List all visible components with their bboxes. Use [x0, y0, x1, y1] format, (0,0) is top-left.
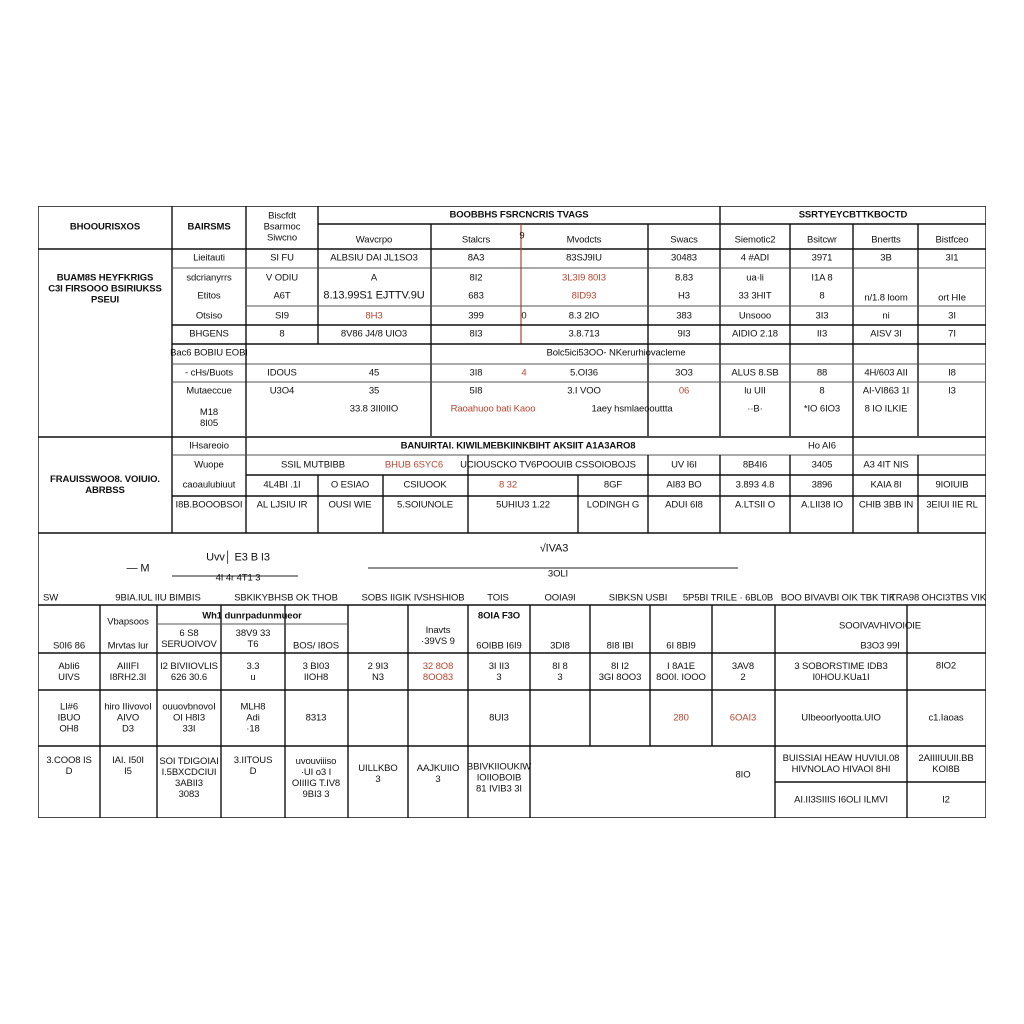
group-header-b: SSRTYEYCBTTKBOCTD [798, 209, 908, 221]
table-cell: 33.8 3II0IIO [349, 403, 399, 415]
bottom-header: 6I 8BI9 [666, 640, 696, 652]
table-cell: 8 [819, 290, 825, 302]
table-cell: A.LTSII O [734, 499, 776, 511]
rule-row-cell: SIBKSN USBI [608, 592, 668, 604]
table-cell: c1.Iaoas [928, 712, 964, 724]
table-cell: 4 [521, 367, 527, 379]
bottom-header: Vbapsoos [107, 616, 149, 628]
table-cell: AI83 BO [666, 479, 702, 491]
table-cell: 3I [948, 310, 956, 322]
span-cell: BANUIRTAI. KIWILMEBKIINKBIHT AKSIIT A1A3ARO8 [400, 440, 636, 452]
table-cell: 5UHIU3 1.22 [496, 499, 550, 511]
table-cell: I1A 8 [811, 272, 833, 284]
table-cell: UCIOUSCKO TV6POOUIB CSSOIOBOJS [460, 459, 636, 471]
table-cell: 5.SOIUNOLE [396, 499, 454, 511]
table-cell: 3I8 [469, 367, 483, 379]
table-cell: AIIIFI I8RH2.3I [109, 661, 147, 683]
table-cell: 1aey hsmlaeoouttta [591, 403, 673, 415]
table-cell: 3I1 [945, 252, 959, 264]
bottom-header: S0I6 86 [52, 640, 86, 652]
block-label: BUAM8S HEYFKRIGS C3I FIRSOOO BSIRIUKSS PSEUI [48, 272, 162, 306]
table-cell: SI9 [275, 310, 289, 322]
table-cell: AIDIO 2.18 [732, 328, 778, 340]
table-cell: 8UI3 [489, 712, 509, 724]
table-cell: 3I3 [815, 310, 829, 322]
bottom-header: 6OIBB I6I9 [476, 640, 522, 652]
table-cell: ADUI 6I8 [665, 499, 703, 511]
table-cell: O ESIAO [330, 479, 370, 491]
table-cell: 8313 [305, 712, 327, 724]
table-cell: SI FU [270, 252, 294, 264]
table-cell: I2 BIVIIOVLIS 626 30.6 [160, 661, 218, 683]
table-cell: AL LJSIU IR [256, 499, 308, 511]
table-cell: 8 IO ILKIE [864, 403, 908, 415]
table-cell: 3405 [811, 459, 833, 471]
rule-row-cell: 5P5BI TRILE · 6BL0B [682, 592, 774, 604]
subheader: Siemotic2 [734, 234, 776, 246]
span-cell: Bolc5ici53OO- NKerurhiovacleme [546, 347, 686, 359]
table-cell: 8I I2 3GI 8OO3 [598, 661, 642, 683]
table-cell: 3AV8 2 [731, 661, 755, 683]
table-cell: BHUB 6SYC6 [384, 459, 444, 471]
table-cell: II3 [816, 328, 828, 340]
bottom-header: SOOIVAVHIVOIOIE [838, 620, 922, 632]
rule-row-cell: 9BIA.IUL IIU BIMBIS [115, 592, 201, 604]
row-label: - cHs/Buots [185, 367, 233, 379]
row-label: Etitos [197, 290, 221, 302]
bottom-header: Inavts ·39VS 9 [421, 625, 455, 647]
table-cell: 8.83 [674, 272, 694, 284]
table-cell: 2AIIIIUUII.BB KOI8B [918, 753, 974, 775]
rule-row-cell: TOIS [487, 592, 509, 604]
table-cell: 7I [948, 328, 956, 340]
table-cell: 88 [816, 367, 828, 379]
table-cell: hiro IIivovoI AIVO D3 [104, 701, 152, 735]
table-cell: I3 [948, 385, 956, 397]
row-label: caoaulubiuut [182, 479, 236, 491]
table-cell: 3 SOBORSTIME IDB3 I0HOU.KUa1I [794, 661, 888, 683]
col-header-1: BAIRSMS [187, 221, 231, 233]
table-cell: BBIVKIIOUKIW IOIIOBOIB 81 IVIB3 3I [466, 761, 532, 795]
table-cell: 33 3HIT [738, 290, 772, 302]
row-label: sdcrianyrrs [186, 272, 232, 284]
subheader: Mvodcts [566, 234, 602, 246]
subheader: Bsitcwr [807, 234, 837, 246]
table-cell: 8H3 [365, 310, 383, 322]
table-cell: UIbeoorlyootta.UIO [801, 712, 881, 724]
bottom-header: 3DI8 [550, 640, 570, 652]
table-cell: 4L4BI .1I [263, 479, 301, 491]
table-cell: MLH8 Adi ·18 [240, 701, 266, 735]
rule-row-cell: BOO BIVAVBI OIK TBK TIK [780, 592, 896, 604]
table-cell: 5I8 [469, 385, 483, 397]
row-label: M18 8I05 [199, 407, 219, 429]
table-cell: BUISSIAI HEAW HUVIUI.08 HIVNOLAO HIVAOI 8HI [782, 753, 900, 775]
row-label: Bac6 BOBIU EOBI [170, 347, 248, 359]
table-cell: 3.IITOUS D [233, 755, 273, 777]
table-cell: AAJKUIIO 3 [416, 763, 460, 785]
table-cell: 8.3 2IO [568, 310, 600, 322]
rule-row-cell: OOIA9I [544, 592, 576, 604]
rule-row-cell: TRA98 OHCI3TBS VIK [890, 592, 986, 604]
table-cell: ua·li [746, 272, 764, 284]
group-header-a: BOOBBHS FSRCNCRIS TVAGS [449, 209, 589, 221]
bottom-header: BOS/ I8OS [292, 640, 340, 652]
table-cell: 8IO2 [935, 660, 957, 672]
table-cell: 45 [368, 367, 380, 379]
table-cell: V ODIU [265, 272, 299, 284]
table-cell: 3.COO8 IS D [46, 755, 92, 777]
table-cell: 8 [279, 328, 285, 340]
col-header-2: Biscfdt Bsarmoc Siwcno [263, 210, 301, 244]
table-cell: ALBSIU DAI JL1SO3 [330, 252, 418, 264]
table-cell: 9I3 [677, 328, 691, 340]
subheader: 9 [519, 230, 525, 242]
table-cell: CSIUOOK [403, 479, 447, 491]
table-cell: *IO 6IO3 [803, 403, 841, 415]
table-cell: 06 [678, 385, 690, 397]
block-label: FRAUISSWOO8. VOIUIO. ABRBSS [50, 474, 160, 496]
table-cell: KAIA 8I [870, 479, 902, 491]
table-cell: AbIi6 UIVS [58, 661, 80, 683]
table-cell: 8A3 [467, 252, 485, 264]
row-label: IHsareoio [189, 440, 229, 452]
table-cell: 3.3 u [246, 661, 260, 683]
table-cell: 8I 8 3 [552, 661, 568, 683]
table-cell: 3971 [811, 252, 833, 264]
table-cell: ort HIe [938, 292, 966, 304]
table-cell: 683 [468, 290, 484, 302]
table-cell: IDOUS [267, 367, 297, 379]
table-cell: lu UII [744, 385, 766, 397]
table-cell: 3L3I9 80I3 [562, 272, 606, 284]
rule-row-cell: SOBS IIGIK IVSHSHIOB [361, 592, 465, 604]
table-cell: 399 [468, 310, 484, 322]
subheader: Bnertts [871, 234, 901, 246]
formula-value: 3OLI [547, 568, 569, 580]
row-label: Mutaeccue [186, 385, 232, 397]
table-cell: UILLKBO 3 [358, 763, 398, 785]
formula-root: √IVA3 [539, 542, 569, 555]
table-cell: 8B4I6 [742, 459, 768, 471]
table-cell: 8ID93 [571, 290, 597, 302]
table-cell: Ho AI6 [808, 440, 836, 452]
table-cell: IAI. I50I I5 [112, 755, 144, 777]
table-cell: 83SJ9IU [566, 252, 602, 264]
row-label: BHGENS [189, 328, 229, 340]
subheader: Bistfceo [935, 234, 969, 246]
table-cell: H3 [678, 290, 690, 302]
spec-table [38, 206, 986, 818]
table-cell: 3.I VOO [567, 385, 601, 397]
table-cell: 32 8O8 8OO83 [422, 661, 454, 683]
table-cell: 9IOIUIB [935, 479, 969, 491]
row-label: I8B.BOOOBSOI [175, 499, 243, 511]
col-header-0: BHOOURISXOS [69, 221, 141, 233]
table-cell: AI-VI863 1I [862, 385, 910, 397]
rule-row-cell: SBKIKYBHSB OK THOB [234, 592, 338, 604]
table-cell: A6T [273, 290, 291, 302]
table-cell: 8IO [735, 769, 751, 781]
table-cell: 3O3 [675, 367, 693, 379]
row-label: Otsiso [195, 310, 223, 322]
table-cell: A.LII38 IO [801, 499, 843, 511]
table-cell: A [370, 272, 378, 284]
table-cell: 5.OI36 [570, 367, 598, 379]
formula-denominator: 4I 4r 4T1 3 [215, 572, 261, 584]
subheader: Wavcrpo [355, 234, 393, 246]
formula-numerator: Uvv│ E3 B I3 [206, 551, 270, 564]
table-cell: uvouviiiso ·UI o3 I OIIIIG T.IV8 9BI3 3 [291, 756, 341, 800]
table-cell: LODINGH G [586, 499, 640, 511]
table-cell: ALUS 8.SB [731, 367, 779, 379]
table-cell: 3.8.713 [568, 328, 600, 340]
subheader: Swacs [670, 234, 698, 246]
row-label: Lieitauti [193, 252, 225, 264]
table-cell: 30483 [671, 252, 697, 264]
table-cell: I2 [942, 794, 950, 806]
table-cell: 35 [368, 385, 380, 397]
table-cell: U3O4 [269, 385, 295, 397]
bottom-header: 8I8 IBI [606, 640, 634, 652]
row-label: Wuope [194, 459, 224, 471]
table-cell: AI.II3SIIIS I6OLI ILMVI [794, 794, 888, 806]
table-cell: 3896 [811, 479, 833, 491]
table-cell: 280 [673, 712, 689, 724]
table-cell: UV I6I [671, 459, 697, 471]
table-cell: Raoahuoo bati Kaoo [450, 403, 536, 415]
table-cell: 4H/603 AII [864, 367, 908, 379]
table-cell: 2 9I3 N3 [367, 661, 389, 683]
table-cell: 8 32 [498, 479, 518, 491]
table-cell: OUSI WIE [328, 499, 372, 511]
table-cell: AISV 3I [870, 328, 902, 340]
table-cell: ouuovbnovoI OI H8I3 33I [162, 701, 216, 735]
rule-row-cell: SW [43, 592, 59, 604]
table-cell: I8 [948, 367, 956, 379]
table-cell: SSIL MUTBIBB [281, 459, 345, 471]
table-cell: LI#6 IBUO OH8 [57, 701, 81, 735]
formula-symbol: — M [126, 562, 150, 575]
table-cell: 8GF [603, 479, 623, 491]
bottom-header: 8OIA F3O [477, 610, 521, 622]
table-cell: 0 [521, 310, 527, 322]
table-cell: 3EIUI IIE RL [926, 499, 978, 511]
table-cell: SOI TDIGOIAI I.5BXCDCIUI 3ABII3 3083 [159, 756, 219, 800]
table-cell: 3B [880, 252, 892, 264]
bottom-header: 6 S8 SERUOIVOV [161, 628, 217, 650]
table-cell: Unsooo [738, 310, 772, 322]
table-cell: 8I3 [469, 328, 483, 340]
table-cell: 3I II3 3 [488, 661, 510, 683]
table-cell: ni [882, 310, 890, 322]
table-cell: ··B· [747, 403, 763, 415]
table-cell: 4 #ADI [740, 252, 770, 264]
table-cell: 8V86 J4/8 UIO3 [340, 328, 408, 340]
table-cell: A3 4IT NIS [863, 459, 909, 471]
bottom-header: Mrvtas lur [107, 640, 149, 652]
table-cell: 3 BI03 IIOH8 [302, 661, 330, 683]
table-cell: 8I2 [469, 272, 483, 284]
table-cell: 8 [819, 385, 825, 397]
bottom-header: B3O3 99I [860, 640, 900, 652]
table-cell: n/1.8 loom [864, 292, 908, 304]
bottom-header: Wh1 dunrpadunmueor [202, 610, 302, 622]
table-cell: 3.893 4.8 [735, 479, 775, 491]
table-cell: CHIB 3BB IN [858, 499, 914, 511]
table-cell: 383 [676, 310, 692, 322]
table-cell: 6OAI3 [729, 712, 757, 724]
subheader: Stalcrs [461, 234, 491, 246]
table-cell: I 8A1E 8O0I. IOOO [656, 661, 706, 683]
bottom-header: 38V9 33 T6 [235, 628, 271, 650]
table-cell: 8.13.99S1 EJTTV.9U [323, 289, 425, 302]
